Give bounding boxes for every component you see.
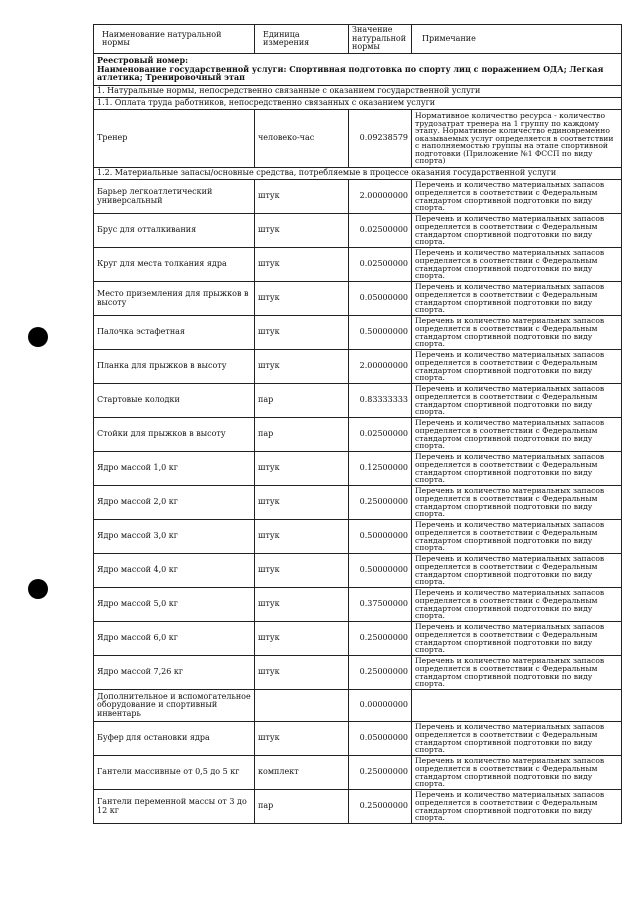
row-unit: штук [255,588,349,622]
table-row [94,110,622,168]
table-row [94,418,622,452]
table-row [94,554,622,588]
row-unit: штук [255,316,349,350]
row-name: Тренер [94,110,255,168]
row-value: 0.83333333 [349,384,412,418]
row-name: Ядро массой 4,0 кг [94,554,255,588]
row-unit: штук [255,520,349,554]
row-name: Ядро массой 5,0 кг [94,588,255,622]
row-unit: пар [255,384,349,418]
section-1-1-title: 1.1. Оплата труда работников, непосредственно связанных с оказанием услуги [94,98,622,110]
row-name: Буфер для остановки ядра [94,722,255,756]
table-row [94,656,622,690]
table-header-row [94,25,622,54]
row-unit: штук [255,180,349,214]
row-unit: комплект [255,756,349,790]
row-unit [255,690,349,722]
row-name: Палочка эстафетная [94,316,255,350]
row-note: Перечень и количество материальных запасов определяется в соответствии с Федеральным стандартом спортивной подготовки по виду спорта. [412,248,622,282]
row-unit: пар [255,790,349,824]
row-unit: пар [255,418,349,452]
table-row [94,180,622,214]
table-row [94,248,622,282]
table-row [94,756,622,790]
row-unit: штук [255,722,349,756]
table-row [94,722,622,756]
row-value: 0.12500000 [349,452,412,486]
header-value: Значение натуральной нормы [349,25,412,54]
row-name: Планка для прыжков в высоту [94,350,255,384]
row-note [412,690,622,722]
row-note: Перечень и количество материальных запасов определяется в соответствии с Федеральным стандартом спортивной подготовки по виду спорта. [412,418,622,452]
section-row [94,86,622,98]
row-name: Ядро массой 2,0 кг [94,486,255,520]
row-value: 0.25000000 [349,790,412,824]
row-name: Ядро массой 7,26 кг [94,656,255,690]
row-value: 0.50000000 [349,520,412,554]
row-name: Барьер легкоатлетический универсальный [94,180,255,214]
row-value: 0.02500000 [349,248,412,282]
section-1-title: 1. Натуральные нормы, непосредственно связанные с оказанием государственной услуги [94,86,622,98]
row-value: 2.00000000 [349,180,412,214]
norms-table [93,24,622,824]
row-name: Место приземления для прыжков в высоту [94,282,255,316]
section-1-2-title: 1.2. Материальные запасы/основные средства, потребляемые в процессе оказания государственной услуги [94,168,622,180]
row-value: 0.37500000 [349,588,412,622]
table-row [94,520,622,554]
row-unit: штук [255,554,349,588]
row-name: Ядро массой 6,0 кг [94,622,255,656]
header-note: Примечание [412,25,622,54]
row-unit: штук [255,282,349,316]
row-value: 0.25000000 [349,656,412,690]
registry-row [94,54,622,86]
row-value: 0.02500000 [349,214,412,248]
row-value: 0.25000000 [349,486,412,520]
row-unit: штук [255,214,349,248]
row-note: Перечень и количество материальных запасов определяется в соответствии с Федеральным стандартом спортивной подготовки по виду спорта. [412,316,622,350]
table-row [94,486,622,520]
binder-hole-mark [28,327,48,347]
row-name: Круг для места толкания ядра [94,248,255,282]
row-name: Стойки для прыжков в высоту [94,418,255,452]
row-note: Перечень и количество материальных запасов определяется в соответствии с Федеральным стандартом спортивной подготовки по виду спорта. [412,722,622,756]
row-note: Перечень и количество материальных запасов определяется в соответствии с Федеральным стандартом спортивной подготовки по виду спорта. [412,520,622,554]
row-unit: человеко-час [255,110,349,168]
row-note: Перечень и количество материальных запасов определяется в соответствии с Федеральным стандартом спортивной подготовки по виду спорта. [412,554,622,588]
table-row [94,690,622,722]
row-value: 2.00000000 [349,350,412,384]
table-row [94,384,622,418]
row-note: Перечень и количество материальных запасов определяется в соответствии с Федеральным стандартом спортивной подготовки по виду спорта. [412,790,622,824]
row-value: 0.25000000 [349,756,412,790]
table-row [94,350,622,384]
binder-hole-mark [28,579,48,599]
row-name: Стартовые колодки [94,384,255,418]
row-note: Перечень и количество материальных запасов определяется в соответствии с Федеральным стандартом спортивной подготовки по виду спорта. [412,384,622,418]
section-row [94,168,622,180]
row-name: Дополнительное и вспомогательное оборудование и спортивный инвентарь [94,690,255,722]
row-unit: штук [255,656,349,690]
table-row [94,316,622,350]
row-note: Нормативное количество ресурса - количество трудозатрат тренера на 1 группу по каждому этапу. Нормативное количество единовременно оказываемых услуг определяется в соответствии с наполняемостью группы на этапе спортивной подготовки (Приложение №1 ФССП по виду спорта) [412,110,622,168]
row-name: Ядро массой 1,0 кг [94,452,255,486]
row-unit: штук [255,622,349,656]
header-unit: Единица измерения [255,25,349,54]
row-note: Перечень и количество материальных запасов определяется в соответствии с Федеральным стандартом спортивной подготовки по виду спорта. [412,452,622,486]
row-value: 0.00000000 [349,690,412,722]
table-row [94,214,622,248]
row-note: Перечень и количество материальных запасов определяется в соответствии с Федеральным стандартом спортивной подготовки по виду спорта. [412,656,622,690]
row-note: Перечень и количество материальных запасов определяется в соответствии с Федеральным стандартом спортивной подготовки по виду спорта. [412,622,622,656]
row-unit: штук [255,248,349,282]
registry-label: Реестровый номер: [97,55,189,65]
row-name: Гантели массивные от 0,5 до 5 кг [94,756,255,790]
table-row [94,588,622,622]
table-row [94,790,622,824]
row-value: 0.50000000 [349,316,412,350]
row-unit: штук [255,452,349,486]
row-unit: штук [255,486,349,520]
row-note: Перечень и количество материальных запасов определяется в соответствии с Федеральным стандартом спортивной подготовки по виду спорта. [412,282,622,316]
row-name: Гантели переменной массы от 3 до 12 кг [94,790,255,824]
section-row [94,98,622,110]
row-value: 0.25000000 [349,622,412,656]
row-note: Перечень и количество материальных запасов определяется в соответствии с Федеральным стандартом спортивной подготовки по виду спорта. [412,180,622,214]
row-value: 0.09238579 [349,110,412,168]
table-row [94,282,622,316]
row-value: 0.05000000 [349,722,412,756]
row-value: 0.02500000 [349,418,412,452]
row-note: Перечень и количество материальных запасов определяется в соответствии с Федеральным стандартом спортивной подготовки по виду спорта. [412,588,622,622]
row-value: 0.50000000 [349,554,412,588]
row-note: Перечень и количество материальных запасов определяется в соответствии с Федеральным стандартом спортивной подготовки по виду спорта. [412,214,622,248]
service-name: Наименование государственной услуги: Спортивная подготовка по спорту лиц с поражением ОДА; Легкая атлетика; Тренировочный этап [97,63,604,82]
row-note: Перечень и количество материальных запасов определяется в соответствии с Федеральным стандартом спортивной подготовки по виду спорта. [412,486,622,520]
row-note: Перечень и количество материальных запасов определяется в соответствии с Федеральным стандартом спортивной подготовки по виду спорта. [412,756,622,790]
row-note: Перечень и количество материальных запасов определяется в соответствии с Федеральным стандартом спортивной подготовки по виду спорта. [412,350,622,384]
table-row [94,452,622,486]
registry-cell [94,54,622,86]
row-value: 0.05000000 [349,282,412,316]
row-name: Ядро массой 3,0 кг [94,520,255,554]
row-name: Брус для отталкивания [94,214,255,248]
header-name: Наименование натуральной нормы [94,25,255,54]
row-unit: штук [255,350,349,384]
table-row [94,622,622,656]
